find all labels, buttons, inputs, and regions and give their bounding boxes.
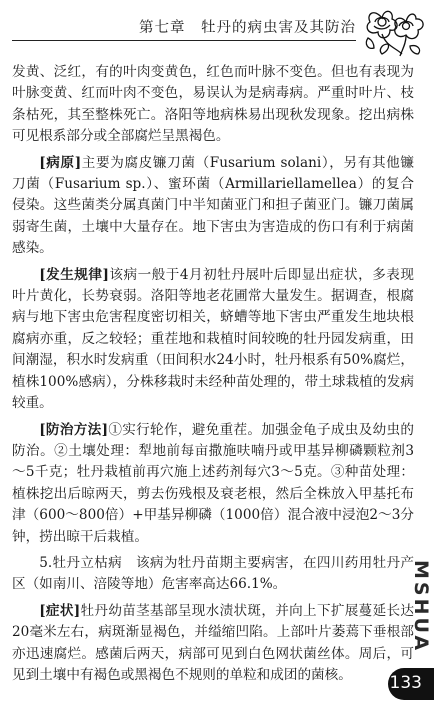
header-rule: [12, 40, 356, 41]
paragraph-pattern: [12, 265, 414, 415]
control-text: ①实行轮作，避免重茬。加强金龟子成虫及幼虫的防治。②土壤处理：犁地前每亩撒施呋喃丹或甲基异柳磷颗粒剂3～5千克；牡丹栽植前再穴施上述药剂每穴3～5克。③种苗处理：植株挖出后晾两天，剪去伤残根及衰老根，然后全株放入甲基托布津（600～800倍）+甲基异柳磷（1000倍）混合液中浸泡2～3分钟，捞出晾干后栽植。: [12, 421, 414, 545]
page-body: [12, 62, 414, 686]
chapter-title: 第七章 牡丹的病虫害及其防治: [139, 20, 356, 36]
paragraph-symptom-cont: 发黄、泛红，有的叶肉变黄色，红色而叶脉不变色。但也有表现为叶脉变黄、红而叶肉不变色，易误认为是病毒病。严重时叶片、枝条枯死，其至整株死亡。洛阳等地病株易出现秋发现象。挖出病株可见根系部分或全部腐烂呈黑褐色。: [12, 64, 414, 145]
page-number-badge: [388, 668, 434, 700]
page-header: [0, 0, 434, 58]
pattern-text: 该病一般于4月初牡丹展叶后即显出症状，多表现叶片黄化，长势衰弱。洛阳等地老花圃常大量发生。据调查，根腐病与地下害虫危害程度密切相关，蛴螬等地下害虫严重发生地块根腐病亦重，反之较轻；重茬地和栽植时间较晚的牡丹园发病重，田间潮湿，积水时发病重（田间积水24小时，牡丹根系有50%腐烂，植株100%感病），分株移栽时未经种苗处理的，带土球栽植的发病较重。: [12, 266, 414, 412]
label-pattern: [发生规律]: [39, 266, 109, 283]
pathogen-text: 主要为腐皮镰刀菌（Fusarium solani），另有其他镰刀菌（Fusarium sp.）、蜜环菌（Armillariellamellea）的复合侵染。这些菌类分属真菌门中半知菌亚门和担子菌亚门。镰刀菌属弱寄生菌，土壤中大量存在。地下害虫为害造成的伤口有利于病菌感染。: [12, 154, 414, 257]
peony-flower-icon: [362, 4, 428, 58]
label-pathogen: [病原]: [39, 154, 82, 171]
page-number: 133: [389, 673, 422, 693]
paragraph-pathogen: [12, 153, 414, 260]
paragraph-control: [12, 420, 414, 548]
label-symptom: [症状]: [39, 602, 81, 619]
symptom-text: 牡丹幼苗茎基部呈现水渍状斑，并向上下扩展蔓延长达20毫米左右，病斑渐显褐色，并缢缩凹陷。上部叶片萎蔫下垂根部亦迅速腐烂。感菌后两天，病部可见到白色网状菌丝体。周后，可见到土壤中有褐色或黑褐色不规则的单粒和成团的菌核。: [12, 602, 414, 683]
label-control: [防治方法]: [39, 421, 108, 438]
side-watermark: MSHUA: [410, 560, 432, 654]
paragraph-symptom: [12, 601, 414, 687]
paragraph-section-5: 5.牡丹立枯病 该病为牡丹苗期主要病害，在四川药用牡丹产区（如南川、涪陵等地）危害率高达66.1%。: [12, 554, 414, 593]
